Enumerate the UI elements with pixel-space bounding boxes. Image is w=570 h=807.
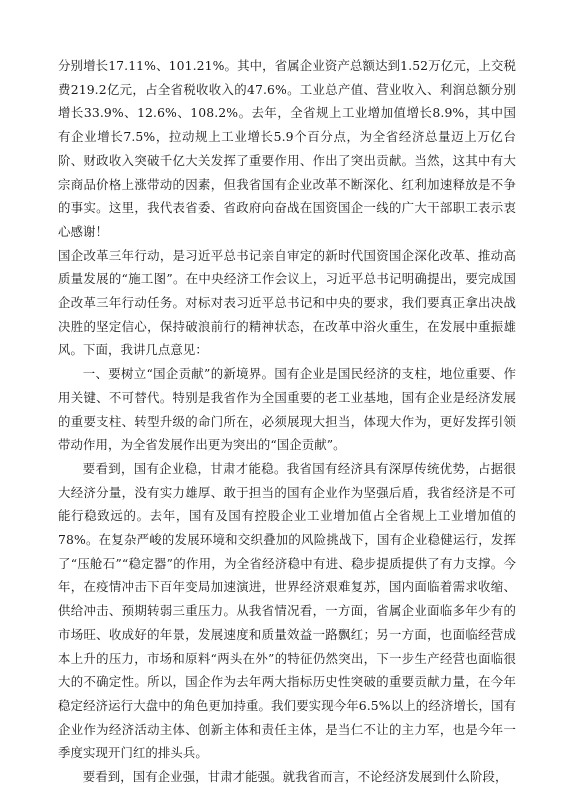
paragraph-section-heading: 一、要树立“国企贡献”的新境界。国有企业是国民经济的支柱，地位重要、作用关键、不可替代。特别是我省作为全国重要的老工业基地，国有企业是经济发展的重要支柱、转型升级的命门所在，必须展现大担当，体现大作为，更好发挥引领带动作用，为全省发展作出更为突出的“国企贡献”。 — [58, 366, 516, 453]
paragraph: 分别增长17.11%、101.21%。其中，省属企业资产总额达到1.52万亿元，上交税费219.2亿元，占全省税收收入的47.6%。工业总产值、营业收入、利润总额分别增长33.9%、12.6%、108.2%。去年，全省规上工业增加值增长8.9%，其中国有企业增长7.5%，拉动规上工业增长5.9个百分点，为全省经济总量迈上万亿台阶、财政收入突破千亿大关发挥了重要作用、作出了突出贡献。当然，这其中有大宗商品价格上涨带动的因素，但我省国有企业改革不断深化、红利加速释放是不争的事实。这里，我代表省委、省政府向奋战在国资国企一线的广大干部职工表示衷心感谢！ — [58, 58, 516, 239]
paragraph: 要看到，国有企业稳，甘肃才能稳。我省国有经济具有深厚传统优势，占据很大经济分量，没有实力雄厚、敢于担当的国有企业作为坚强后盾，我省经济是不可能行稳致远的。去年，国有及国有控股企业工业增加值占全省规上工业增加值的78%。在复杂严峻的发展环境和交织叠加的风险挑战下，国有企业稳健运行，发挥了“压舱石”“稳定器”的作用，为全省经济稳中有进、稳步提质提供了有力支撑。今年，在疫情冲击下百年变局加速演进，世界经济艰难复苏，国内面临着需求收缩、供给冲击、预期转弱三重压力。从我省情况看，一方面，省属企业面临多年少有的市场旺、收成好的年景，发展速度和质量效益一路飘红；另一方面，也面临经营成本上升的压力，市场和原料“两头在外”的特征仍然突出，下一步生产经营也面临很大的不确定性。所以，国企作为去年两大指标历史性突破的重要贡献力量，在今年稳定经济运行大盘中的角色更加持重。我们要实现今年6.5%以上的经济增长，国有企业作为经济活动主体、创新主体和责任主体，是当仁不让的主力军，也是今年一季度实现开门红的排头兵。 — [58, 460, 516, 761]
paragraph: 要看到，国有企业强，甘肃才能强。就我省而言，不论经济发展到什么阶段， — [82, 769, 508, 785]
document-body — [58, 54, 516, 789]
paragraph: 国企改革三年行动，是习近平总书记亲自审定的新时代国资国企深化改革、推动高质量发展的“施工图”。在中央经济工作会议上，习近平总书记明确提出，要完成国企改革三年行动任务。对标对表习近平总书记和中央的要求，我们要真正拿出决战决胜的坚定信心，保持破浪前行的精神状态，在改革中浴火重生，在发展中重振雄风。下面，我讲几点意见： — [58, 247, 516, 358]
